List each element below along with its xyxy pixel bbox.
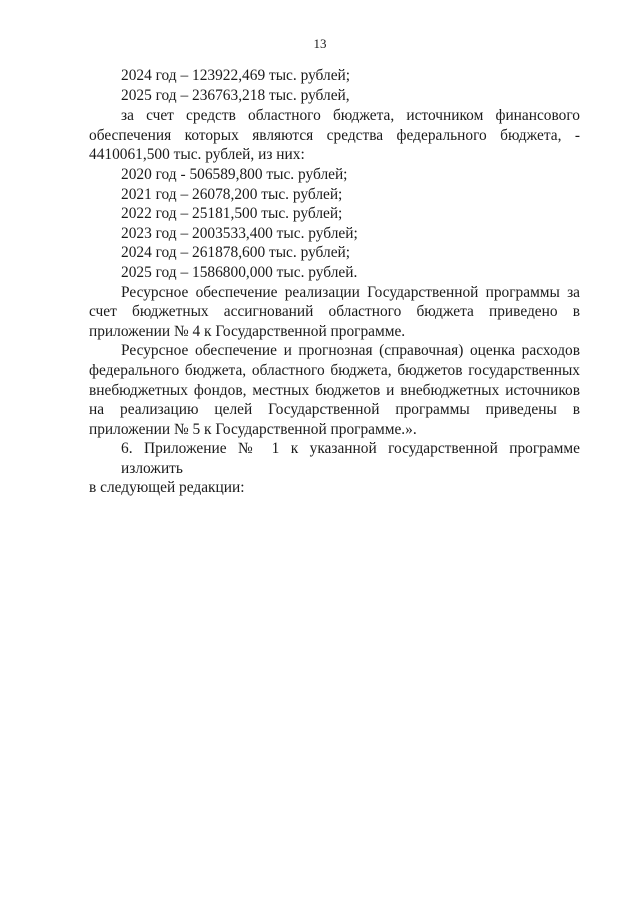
- forecast-paragraph-line-4: на реализацию целей Государственной программы приведены в: [89, 401, 580, 419]
- federal-line-2024: 2024 год – 261878,600 тыс. рублей;: [121, 244, 351, 262]
- page-number: 13: [313, 36, 327, 51]
- resource-paragraph: [89, 283, 580, 342]
- forecast-paragraph-line-2: федерального бюджета, областного бюджета, бюджетов государственных: [89, 361, 580, 379]
- resource-paragraph-line-1: Ресурсное обеспечение реализации Государственной программы за: [121, 283, 580, 301]
- federal-line-2025: 2025 год – 1586800,000 тыс. рублей.: [121, 263, 358, 281]
- resource-paragraph-line-3: приложении № 4 к Государственной программе.: [89, 322, 406, 340]
- federal-line-2021: 2021 год – 26078,200 тыс. рублей;: [121, 185, 343, 203]
- federal-line-2020: 2020 год - 506589,800 тыс. рублей;: [121, 165, 348, 183]
- federal-paragraph-line-2: обеспечения которых являются средства федерального бюджета, -: [89, 126, 580, 144]
- forecast-paragraph: [89, 341, 580, 439]
- federal-line-2022: 2022 год – 25181,500 тыс. рублей;: [121, 205, 343, 223]
- resource-paragraph-line-2: счет бюджетных ассигнований областного бюджета приведено в: [89, 303, 580, 321]
- budget-line-2025: 2025 год – 236763,218 тыс. рублей,: [121, 86, 350, 104]
- forecast-paragraph-line-1: Ресурсное обеспечение и прогнозная (справочная) оценка расходов: [121, 342, 580, 360]
- item-6-paragraph: [89, 439, 580, 498]
- federal-paragraph-line-1: за счет средств областного бюджета, источником финансового: [121, 107, 580, 125]
- budget-line-2024: 2024 год – 123922,469 тыс. рублей;: [121, 67, 351, 84]
- forecast-paragraph-line-3: внебюджетных фондов, местных бюджетов и внебюджетных источников: [89, 381, 580, 399]
- item-6-paragraph-line-1: 6. Приложение № 1 к указанной государственной программе изложить: [121, 440, 580, 477]
- federal-funding-paragraph: [89, 106, 580, 165]
- forecast-paragraph-line-5: приложении № 5 к Государственной программе.».: [89, 420, 417, 438]
- document-body: [89, 66, 580, 498]
- item-6-paragraph-line-2: в следующей редакции:: [89, 479, 245, 497]
- federal-paragraph-line-3: 4410061,500 тыс. рублей, из них:: [89, 146, 305, 164]
- federal-line-2023: 2023 год – 2003533,400 тыс. рублей;: [121, 224, 358, 242]
